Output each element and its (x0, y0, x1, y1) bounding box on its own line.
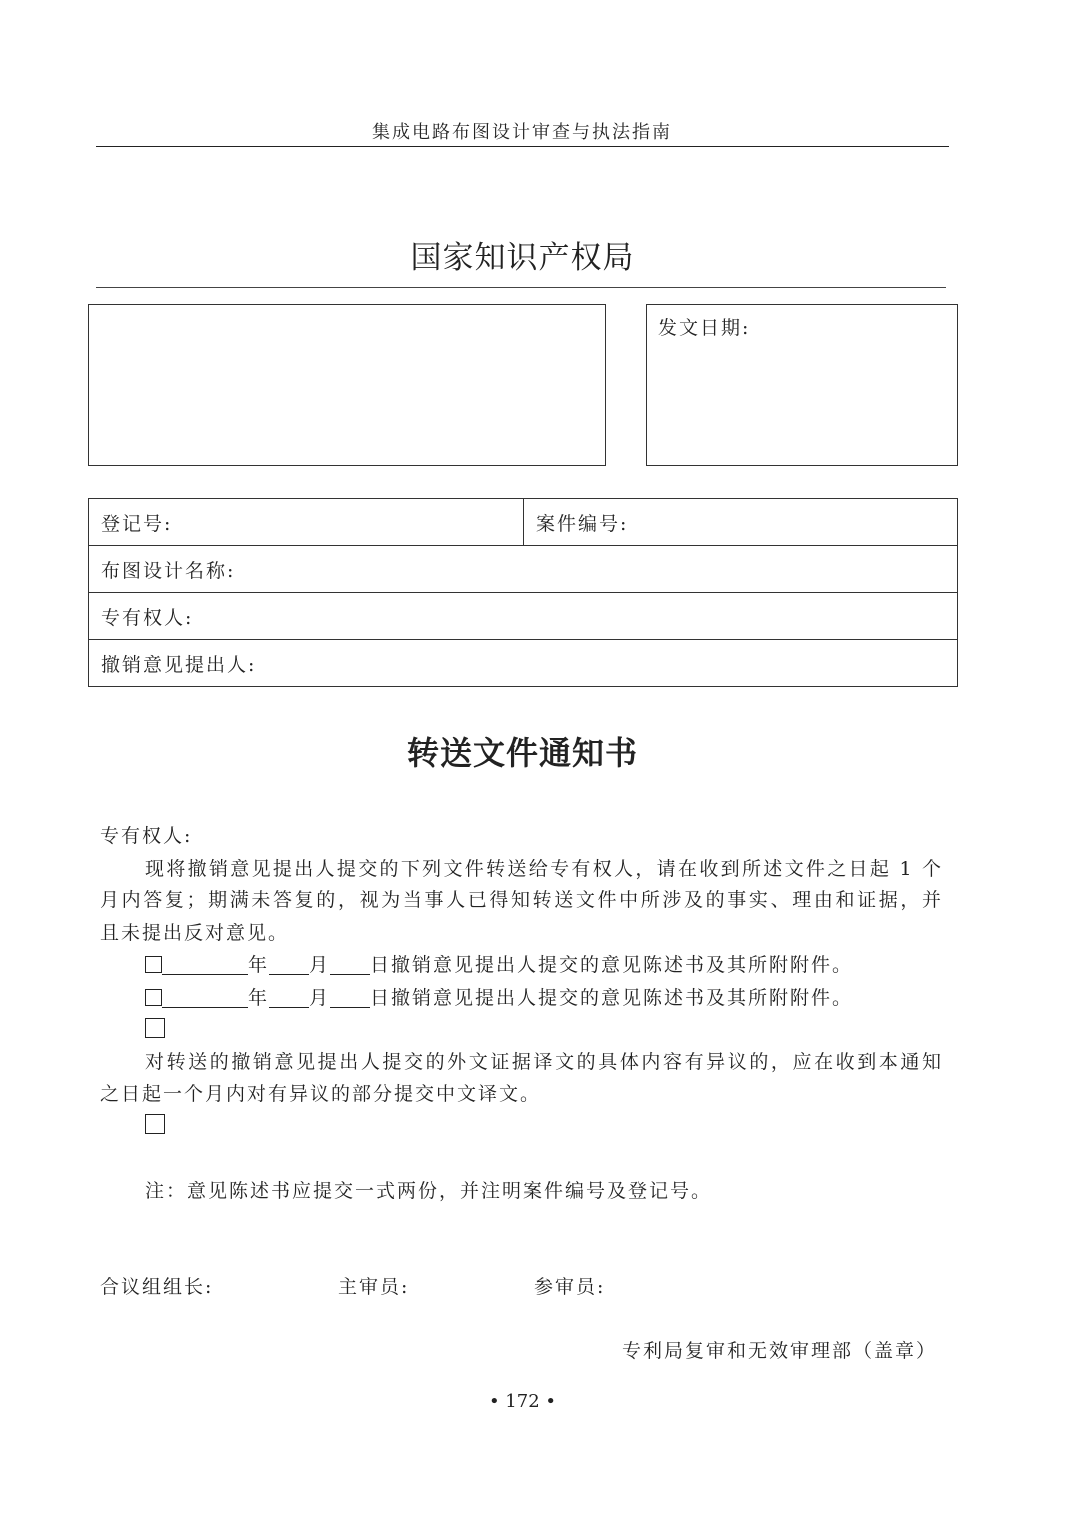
examiner-label: 主审员: (338, 1276, 410, 1298)
table-row (89, 546, 958, 593)
header-rule (96, 146, 949, 147)
design-name-cell: 布图设计名称: (89, 546, 958, 593)
case-info-table (88, 498, 958, 687)
checkbox-item (145, 948, 853, 982)
month-unit: 月 (309, 954, 331, 976)
checkbox[interactable] (145, 989, 162, 1006)
table-row (89, 593, 958, 640)
checkbox-item-text: 日撤销意见提出人提交的意见陈述书及其所附附件。 (370, 954, 854, 976)
paragraph-1-line-3: 且未提出反对意见。 (100, 922, 290, 944)
issue-date-box (646, 304, 958, 466)
month-blank (269, 987, 309, 1008)
salutation: 专有权人: (100, 825, 193, 847)
table-row (89, 499, 958, 546)
co-examiner-label: 参审员: (534, 1276, 606, 1298)
year-blank (162, 954, 248, 975)
paragraph-2-line-1: 对转送的撤销意见提出人提交的外文证据译文的具体内容有异议的，应在收到本通知 (145, 1051, 943, 1073)
chief-label: 合议组组长: (100, 1276, 214, 1298)
office-title-rule (96, 287, 946, 288)
note: 注：意见陈述书应提交一式两份，并注明案件编号及登记号。 (145, 1180, 713, 1202)
checkbox-item (145, 981, 853, 1015)
office-title: 国家知识产权局 (410, 240, 635, 276)
month-unit: 月 (309, 987, 331, 1009)
issuer-seal-line: 专利局复审和无效审理部（盖章） (622, 1340, 938, 1362)
year-blank (162, 987, 248, 1008)
day-blank (330, 987, 370, 1008)
checkbox-other-2[interactable] (145, 1114, 165, 1134)
year-unit: 年 (248, 954, 270, 976)
checkbox-item-text: 日撤销意见提出人提交的意见陈述书及其所附附件。 (370, 987, 854, 1009)
table-row (89, 640, 958, 687)
paragraph-1-line-2: 月内答复；期满未答复的，视为当事人已得知转送文件中所涉及的事实、理由和证据，并 (100, 889, 943, 911)
case-no-cell: 案件编号: (524, 499, 958, 546)
registration-no-cell: 登记号: (89, 499, 524, 546)
right-holder-cell: 专有权人: (89, 593, 958, 640)
running-header: 集成电路布图设计审查与执法指南 (372, 122, 672, 143)
recipient-address-box (88, 304, 606, 466)
month-blank (269, 954, 309, 975)
issue-date-label: 发文日期: (658, 317, 751, 339)
notice-title: 转送文件通知书 (406, 734, 638, 772)
checkbox[interactable] (145, 956, 162, 973)
checkbox-other[interactable] (145, 1018, 165, 1038)
requester-cell: 撤销意见提出人: (89, 640, 958, 687)
year-unit: 年 (248, 987, 270, 1009)
paragraph-2-line-2: 之日起一个月内对有异议的部分提交中文译文。 (100, 1083, 542, 1105)
day-blank (330, 954, 370, 975)
page-number: • 172 • (488, 1391, 557, 1412)
paragraph-1-line-1: 现将撤销意见提出人提交的下列文件转送给专有权人，请在收到所述文件之日起 1 个 (145, 858, 943, 880)
